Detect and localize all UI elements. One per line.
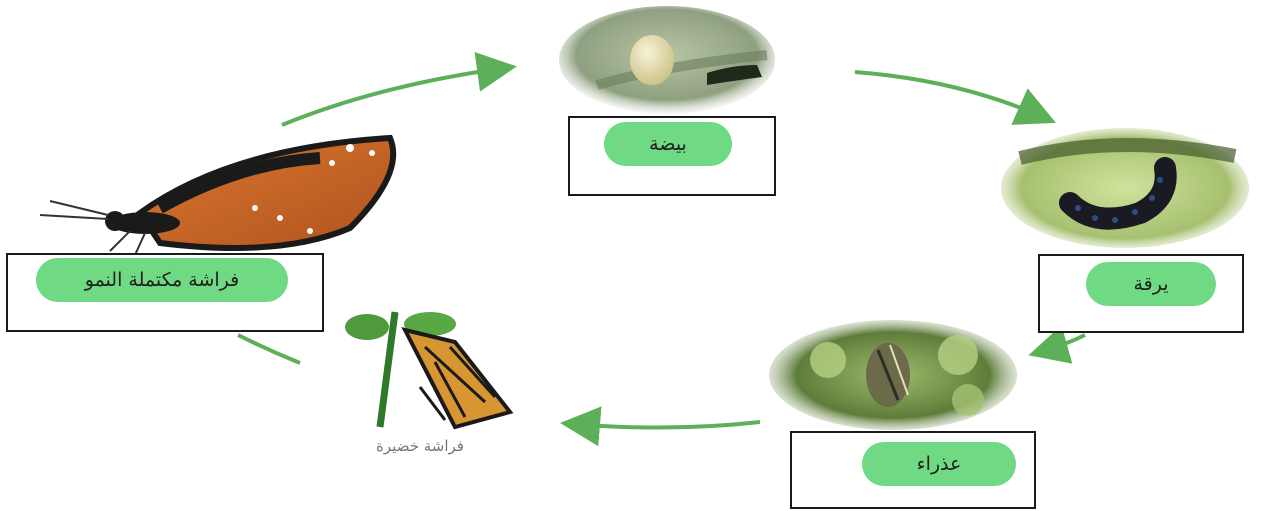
arrow-pupa-to-emerging [572,422,760,428]
adult-label: فراشة مكتملة النمو [36,258,288,302]
arrow-egg-to-larva [855,72,1045,118]
arrow-larva-to-pupa [1040,335,1085,352]
egg-label: بيضة [604,122,732,166]
emerging-caption: فراشة خضيرة [376,437,464,455]
arrow-adult-to-egg [282,68,505,125]
pupa-label: عذراء [862,442,1016,486]
caterpillar-photo [1000,128,1250,248]
emerging-butterfly-photo [335,302,515,432]
larva-label: يرقة [1086,262,1216,306]
pupa-photo [768,320,1018,430]
adult-butterfly-photo [20,133,400,258]
arrow-emerging-to-adult [238,335,300,363]
egg-photo [557,5,777,115]
